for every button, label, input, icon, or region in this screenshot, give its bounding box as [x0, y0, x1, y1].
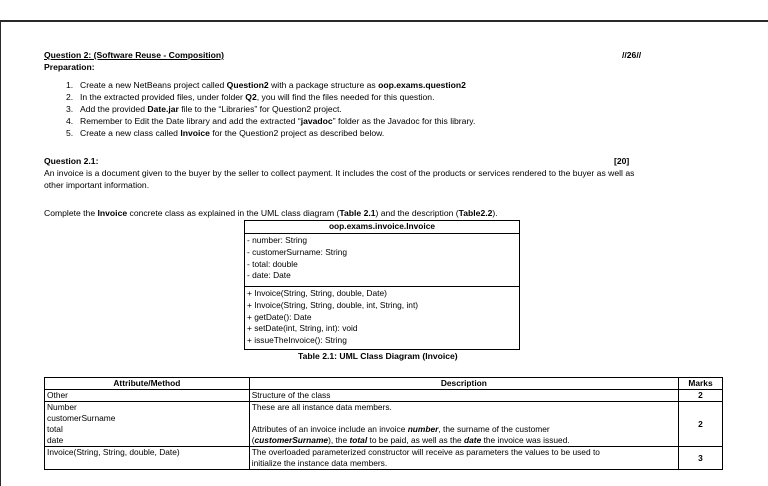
- sub-question-title: Question 2.1:: [44, 156, 99, 166]
- sub-question-desc-line2: other important information.: [44, 180, 150, 190]
- table-header-description: Description: [249, 378, 678, 390]
- uml-method: + getDate(): Date: [247, 311, 312, 322]
- uml-attribute: - date: Date: [247, 270, 291, 281]
- table-header-marks: Marks: [679, 378, 723, 390]
- uml-methods: [245, 287, 519, 347]
- uml-attribute: - number: String: [247, 235, 308, 245]
- sub-question-marks: [20]: [614, 156, 630, 166]
- uml-method: + Invoice(String, String, double, Date): [247, 288, 387, 298]
- viewer-left-edge: [0, 22, 1, 486]
- uml-caption: Table 2.1: UML Class Diagram (Invoice): [298, 351, 458, 361]
- uml-class-diagram: [244, 220, 520, 350]
- sub-question-desc-line1: An invoice is a document given to the buyer by the seller to collect payment. It includes the cost of the products or services rendered to the buyer as well as: [44, 168, 635, 178]
- table-cell: These are all instance data members. Attributes of an invoice include an invoice number, the surname of the customer (customerSurname), the total to be paid, as well as the date the invoice was issued.: [249, 402, 678, 447]
- table-cell-marks: 3: [679, 447, 723, 470]
- table-cell: Structure of the class: [249, 390, 678, 402]
- table-cell-marks: 2: [679, 402, 723, 447]
- preparation-steps: [66, 80, 475, 140]
- table-cell: Other: [45, 390, 250, 402]
- uml-method: + issueTheInvoice(): String: [247, 335, 347, 346]
- preparation-label: Preparation:: [44, 62, 95, 72]
- uml-attribute: - customerSurname: String: [247, 246, 348, 257]
- prep-step: 5. Create a new class called Invoice for the Question2 project as described below.: [66, 128, 385, 138]
- prep-step: 4. Remember to Edit the Date library and add the extracted “javadoc” folder as the Javadoc for this library.: [66, 116, 476, 126]
- table-cell: The overloaded parameterized constructor will receive as parameters the values to be used to initialize the instance data members.: [249, 447, 678, 470]
- description-table: [44, 377, 723, 470]
- viewer-top-bar: [0, 0, 768, 22]
- prep-step: 1. Create a new NetBeans project called Question2 with a package structure as oop.exams.question2: [66, 80, 466, 90]
- table-cell: Number customerSurname total date: [45, 402, 250, 447]
- prep-step: 3. Add the provided Date.jar file to the “Libraries” for Question2 project.: [66, 104, 342, 114]
- question-marks-total: //26//: [622, 50, 642, 60]
- question-title: Question 2: (Software Reuse - Composition): [44, 50, 225, 60]
- prep-step: 2. In the extracted provided files, under folder Q2, you will find the files needed for this question.: [66, 92, 435, 102]
- uml-attributes: [245, 234, 519, 287]
- uml-class-name: oop.exams.invoice.Invoice: [245, 221, 519, 234]
- table-row: [45, 402, 723, 447]
- complete-instruction: Complete the Invoice concrete class as explained in the UML class diagram (Table 2.1) and the description (Table2.2).: [44, 208, 498, 218]
- uml-method: + Invoice(String, String, double, int, String, int): [247, 299, 419, 310]
- uml-attribute: - total: double: [247, 258, 298, 269]
- uml-method: + setDate(int, String, int): void: [247, 323, 358, 334]
- table-cell-marks: 2: [679, 390, 723, 402]
- table-header-attribute: Attribute/Method: [45, 378, 250, 390]
- table-row: [45, 447, 723, 470]
- table-row: [45, 390, 723, 402]
- table-cell: Invoice(String, String, double, Date): [45, 447, 250, 470]
